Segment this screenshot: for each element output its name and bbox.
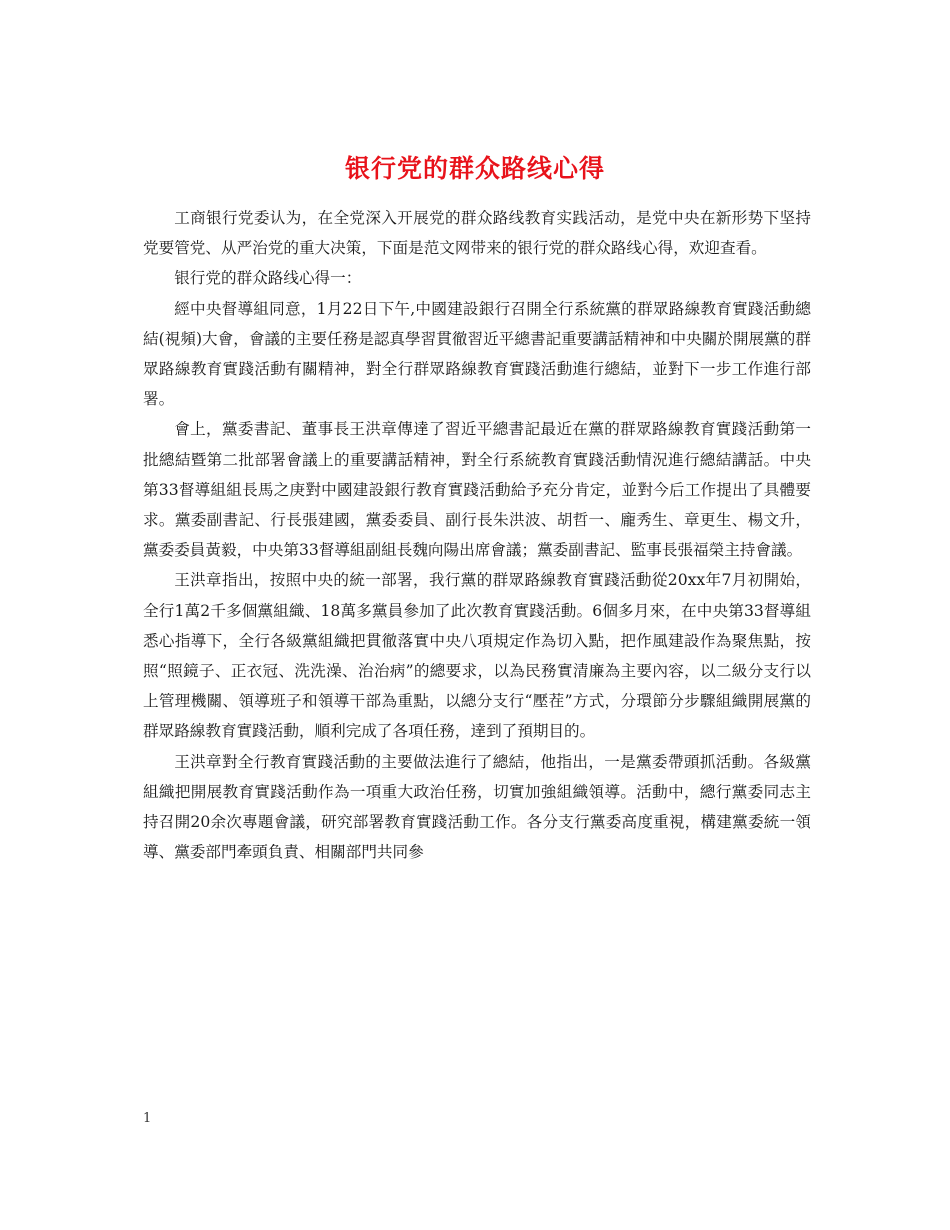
paragraph-intro: 工商银行党委认为，在全党深入开展党的群众路线教育实践活动，是党中央在新形势下坚持党要管党、从严治党的重大决策，下面是范文网带来的银行党的群众路线心得，欢迎查看。 xyxy=(143,209,811,258)
paragraph: 會上，黨委書記、董事長王洪章傳達了習近平總書記最近在黨的群眾路線教育實踐活動第一批總結暨第二批部署會議上的重要講話精神，對全行系統教育實踐活動情況進行總結講話。中央第33督導組組長馬之庚對中國建設銀行教育實踐活動給予充分肯定，並對今后工作提出了具體要求。黨委副書記、行長張建國，黨委委員、副行長朱洪波、胡哲一、龐秀生、章更生、楊文升，黨委委員黃毅，中央第33督導組副組長魏向陽出席會議；黨委副書記、監事長張福榮主持會議。 xyxy=(143,420,811,560)
paragraph: 經中央督導組同意，1月22日下午,中國建設銀行召開全行系統黨的群眾路線教育實踐活動總結(視頻)大會，會議的主要任務是認真學習貫徹習近平總書記重要講話精神和中央關於開展黨的群眾路線教育實踐活動有關精神，對全行群眾路線教育實踐活動進行總結，並對下一步工作進行部署。 xyxy=(143,299,811,409)
paragraph: 王洪章對全行教育實踐活動的主要做法進行了總結，他指出，一是黨委帶頭抓活動。各級黨組織把開展教育實踐活動作為一項重大政治任務，切實加強組織領導。活動中，總行黨委同志主持召開20余次專題會議，研究部署教育實踐活動工作。各分支行黨委高度重視，構建黨委統一領導、黨委部門牽頭負責、相關部門共同參 xyxy=(143,752,811,862)
page-number: 1 xyxy=(143,1111,152,1126)
paragraph: 王洪章指出，按照中央的統一部署，我行黨的群眾路線教育實踐活動從20xx年7月初開始，全行1萬2千多個黨組織、18萬多黨員參加了此次教育實踐活動。6個多月來，在中央第33督導組悉心指導下，全行各級黨組織把貫徹落實中央八項規定作為切入點，把作風建設作為聚焦點，按照“照鏡子、正衣冠、洗洗澡、治治病”的總要求，以為民務實清廉為主要內容，以二級分支行以上管理機關、領導班子和領導干部為重點，以總分支行“壓茬”方式，分環節分步驟組織開展黨的群眾路線教育實踐活動，順利完成了各項任務，達到了預期目的。 xyxy=(143,571,811,741)
document-title: 银行党的群众路线心得 xyxy=(344,153,605,183)
document-body xyxy=(143,203,811,867)
section-heading: 银行党的群众路线心得一： xyxy=(174,269,362,288)
